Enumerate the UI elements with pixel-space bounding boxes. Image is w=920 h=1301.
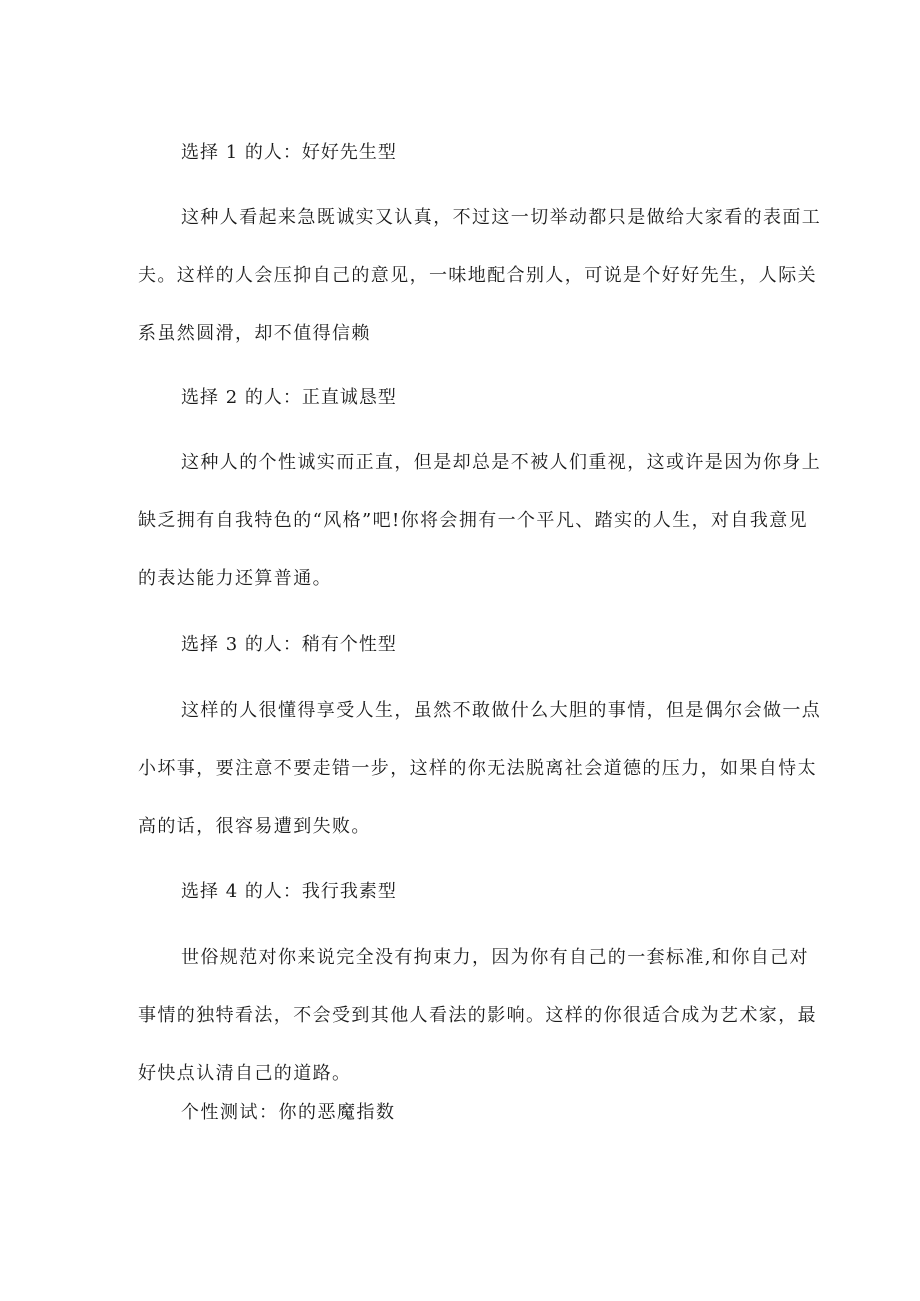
section-2-line-2: 缺乏拥有自我特色的“风格”吧!你将会拥有一个平凡、踏实的人生，对自我意见 bbox=[138, 510, 809, 531]
section-1-heading: 选择 1 的人：好好先生型 bbox=[181, 142, 397, 163]
section-4-line-1: 世俗规范对你来说完全没有拘束力，因为你有自己的一套标准,和你自己对 bbox=[181, 947, 809, 968]
section-2-heading: 选择 2 的人：正直诚恳型 bbox=[181, 387, 397, 408]
section-3-line-3: 高的话，很容易遭到失败。 bbox=[138, 816, 371, 837]
section-1-line-2: 夫。这样的人会压抑自己的意见，一味地配合别人，可说是个好好先生，人际关 bbox=[138, 265, 817, 286]
section-2-paragraph bbox=[138, 434, 822, 608]
section-1-line-3: 系虽然圆滑，却不值得信赖 bbox=[138, 323, 371, 344]
section-3-heading: 选择 3 的人：稍有个性型 bbox=[181, 634, 397, 655]
section-4-paragraph bbox=[138, 929, 817, 1103]
section-2-line-3: 的表达能力还算普通。 bbox=[138, 568, 332, 589]
section-1-paragraph bbox=[138, 189, 822, 363]
section-4-line-3: 好快点认清自己的道路。 bbox=[138, 1063, 352, 1084]
section-3-paragraph bbox=[138, 682, 822, 856]
footer-title: 个性测试：你的恶魔指数 bbox=[181, 1102, 396, 1123]
section-3-line-2: 小坏事，要注意不要走错一步，这样的你无法脱离社会道德的压力，如果自恃太 bbox=[138, 758, 817, 779]
section-4-line-2: 事情的独特看法，不会受到其他人看法的影响。这样的你很适合成为艺术家，最 bbox=[138, 1005, 817, 1026]
section-1-line-1: 这种人看起来急既诚实又认真，不过这一切举动都只是做给大家看的表面工 bbox=[181, 207, 822, 228]
section-4-heading: 选择 4 的人：我行我素型 bbox=[181, 881, 397, 902]
section-3-line-1: 这样的人很懂得享受人生，虽然不敢做什么大胆的事情，但是偶尔会做一点 bbox=[181, 700, 822, 721]
section-2-line-1: 这种人的个性诚实而正直，但是却总是不被人们重视，这或许是因为你身上 bbox=[181, 452, 822, 473]
